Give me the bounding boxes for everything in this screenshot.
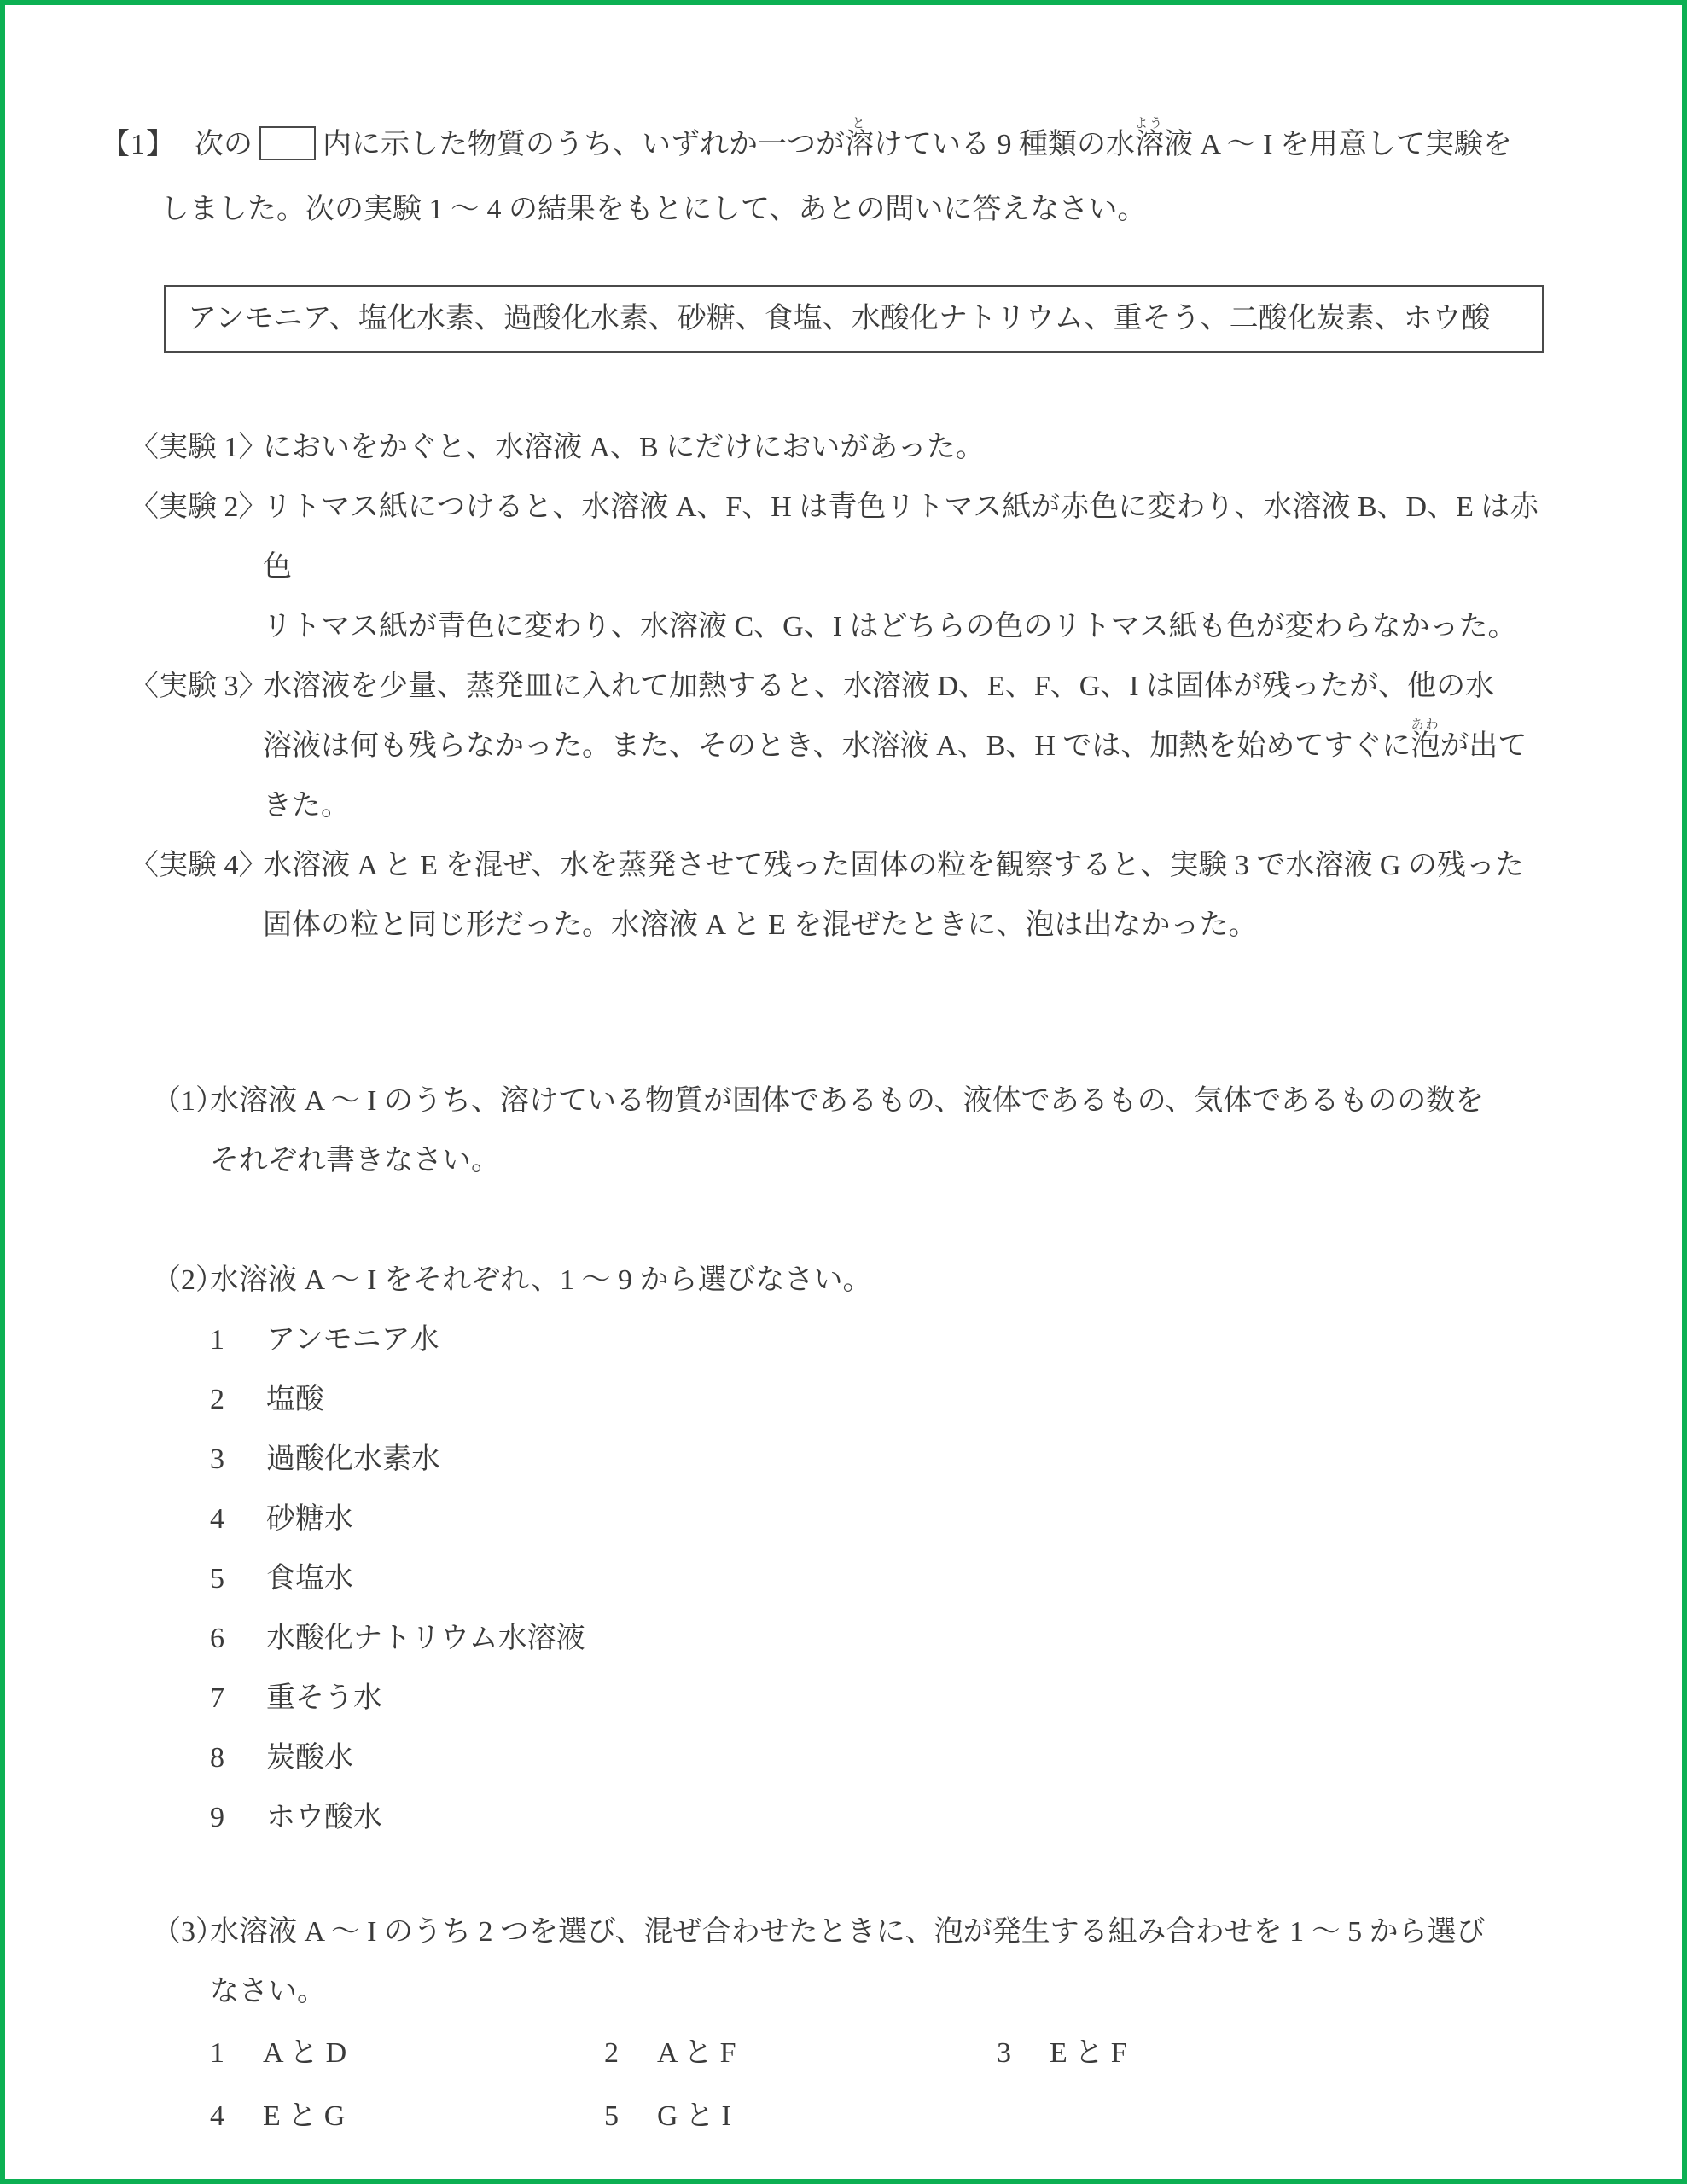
choice-item [210, 1788, 1554, 1848]
experiment-3-line-1: 水溶液を少量、蒸発皿に入れて加熱すると、水溶液 D、E、F、G、I は固体が残ったが、他の水 [263, 671, 1495, 702]
problem-heading [101, 113, 1554, 242]
experiment-2 [130, 478, 1554, 657]
question-2-intro: 水溶液 A ～ I をそれぞれ、1 ～ 9 から選びなさい。 [210, 1264, 872, 1296]
option-number: 3 [997, 2037, 1011, 2069]
choice-number: 3 [210, 1443, 224, 1475]
option-label: A と D [263, 2037, 347, 2069]
option-number: 5 [604, 2100, 619, 2132]
choice-number: 6 [210, 1623, 224, 1654]
choice-number: 8 [210, 1742, 224, 1774]
option-item [997, 2022, 1554, 2085]
substances-text: アンモニア、塩化水素、過酸化水素、砂糖、食塩、水酸化ナトリウム、重そう、二酸化炭素、ホウ酸 [188, 303, 1491, 334]
question-1-line-2: それぞれ書きなさい。 [210, 1145, 500, 1176]
choice-label: 塩酸 [266, 1384, 324, 1415]
option-label: E と G [263, 2100, 346, 2132]
choice-label: 水酸化ナトリウム水溶液 [266, 1623, 585, 1654]
experiment-3 [130, 657, 1554, 836]
choice-item [210, 1609, 1554, 1669]
experiment-2-line-1: リトマス紙につけると、水溶液 A、F、H は青色リトマス紙が赤色に変わり、水溶液 B、D、E は赤色 [263, 491, 1539, 583]
substances-box [164, 285, 1544, 353]
question-3-line-2: なさい。 [210, 1976, 326, 2007]
option-grid [210, 2022, 1554, 2148]
option-number: 1 [210, 2037, 224, 2069]
choice-label: 砂糖水 [266, 1503, 353, 1535]
experiment-1-label: 〈実験 1〉 [130, 432, 268, 463]
choice-item [210, 1669, 1554, 1728]
choice-label: 炭酸水 [266, 1742, 353, 1774]
experiment-3-line-2: 溶液は何も残らなかった。また、そのとき、水溶液 A、B、H では、加熱を始めてすぐに泡あわが出て [263, 718, 1527, 762]
option-number: 4 [210, 2100, 224, 2132]
choice-number: 7 [210, 1682, 224, 1714]
choice-label: 過酸化水素水 [266, 1443, 440, 1475]
question-1-line-1: 水溶液 A ～ I のうち、溶けている物質が固体であるもの、液体であるもの、気体であるものの数を [210, 1085, 1485, 1117]
option-label: G と I [657, 2100, 731, 2132]
experiment-4-label: 〈実験 4〉 [130, 850, 268, 881]
experiment-4-line-2: 固体の粒と同じ形だった。水溶液 A と E を混ぜたときに、泡は出なかった。 [263, 909, 1258, 941]
choice-label: ホウ酸水 [266, 1802, 382, 1833]
option-item [210, 2085, 604, 2148]
heading-line-2: しました。次の実験 1 ～ 4 の結果をもとにして、あとの問いに答えなさい。 [160, 194, 1147, 225]
question-3-line-1: 水溶液 A ～ I のうち 2 つを選び、混ぜ合わせたときに、泡が発生する組み合わせを 1 ～ 5 から選び [210, 1916, 1486, 1948]
experiment-4-line-1: 水溶液 A と E を混ぜ、水を蒸発させて残った固体の粒を観察すると、実験 3 で水溶液 G の残った [263, 850, 1524, 881]
experiment-1-line-1: においをかぐと、水溶液 A、B にだけにおいがあった。 [263, 432, 985, 463]
question-1 [152, 1072, 1554, 1191]
option-number: 2 [604, 2037, 619, 2069]
question-1-number: （1） [152, 1085, 224, 1117]
choice-number: 9 [210, 1802, 224, 1833]
choice-item [210, 1490, 1554, 1549]
choice-list [210, 1310, 1554, 1848]
experiment-1 [130, 418, 1554, 478]
option-label: A と F [657, 2037, 736, 2069]
choice-number: 1 [210, 1324, 224, 1356]
option-label: E と F [1050, 2037, 1127, 2069]
choice-item [210, 1728, 1554, 1788]
question-2 [152, 1251, 1554, 1848]
experiment-3-line-3: きた。 [263, 790, 350, 822]
experiment-2-label: 〈実験 2〉 [130, 491, 268, 523]
choice-item [210, 1430, 1554, 1490]
choice-item [210, 1549, 1554, 1609]
choice-item [210, 1310, 1554, 1370]
option-item [210, 2022, 604, 2085]
choice-number: 2 [210, 1384, 224, 1415]
choice-label: 重そう水 [266, 1682, 382, 1714]
choice-number: 5 [210, 1563, 224, 1594]
choice-label: 食塩水 [266, 1563, 353, 1594]
question-2-number: （2） [152, 1264, 224, 1296]
question-3 [152, 1902, 1554, 2148]
choice-label: アンモニア水 [266, 1324, 439, 1356]
problem-number: 【1】 [101, 129, 176, 160]
blank-box [259, 126, 316, 160]
option-item [604, 2085, 997, 2148]
experiment-4 [130, 836, 1554, 956]
choice-number: 4 [210, 1503, 224, 1535]
choice-item [210, 1370, 1554, 1430]
experiments-section [130, 418, 1554, 956]
heading-line-1 [101, 113, 1554, 177]
option-item [604, 2022, 997, 2085]
experiment-3-label: 〈実験 3〉 [130, 671, 268, 702]
experiment-2-line-2: リトマス紙が青色に変わり、水溶液 C、G、I はどちらの色のリトマス紙も色が変わらなかった。 [263, 611, 1517, 642]
heading-line-1-text: 次の 内に示した物質のうち、いずれか一つが溶とけている 9 種類の水溶よう液 A ～ I を用意して実験を [195, 117, 1512, 160]
question-3-number: （3） [152, 1916, 224, 1948]
